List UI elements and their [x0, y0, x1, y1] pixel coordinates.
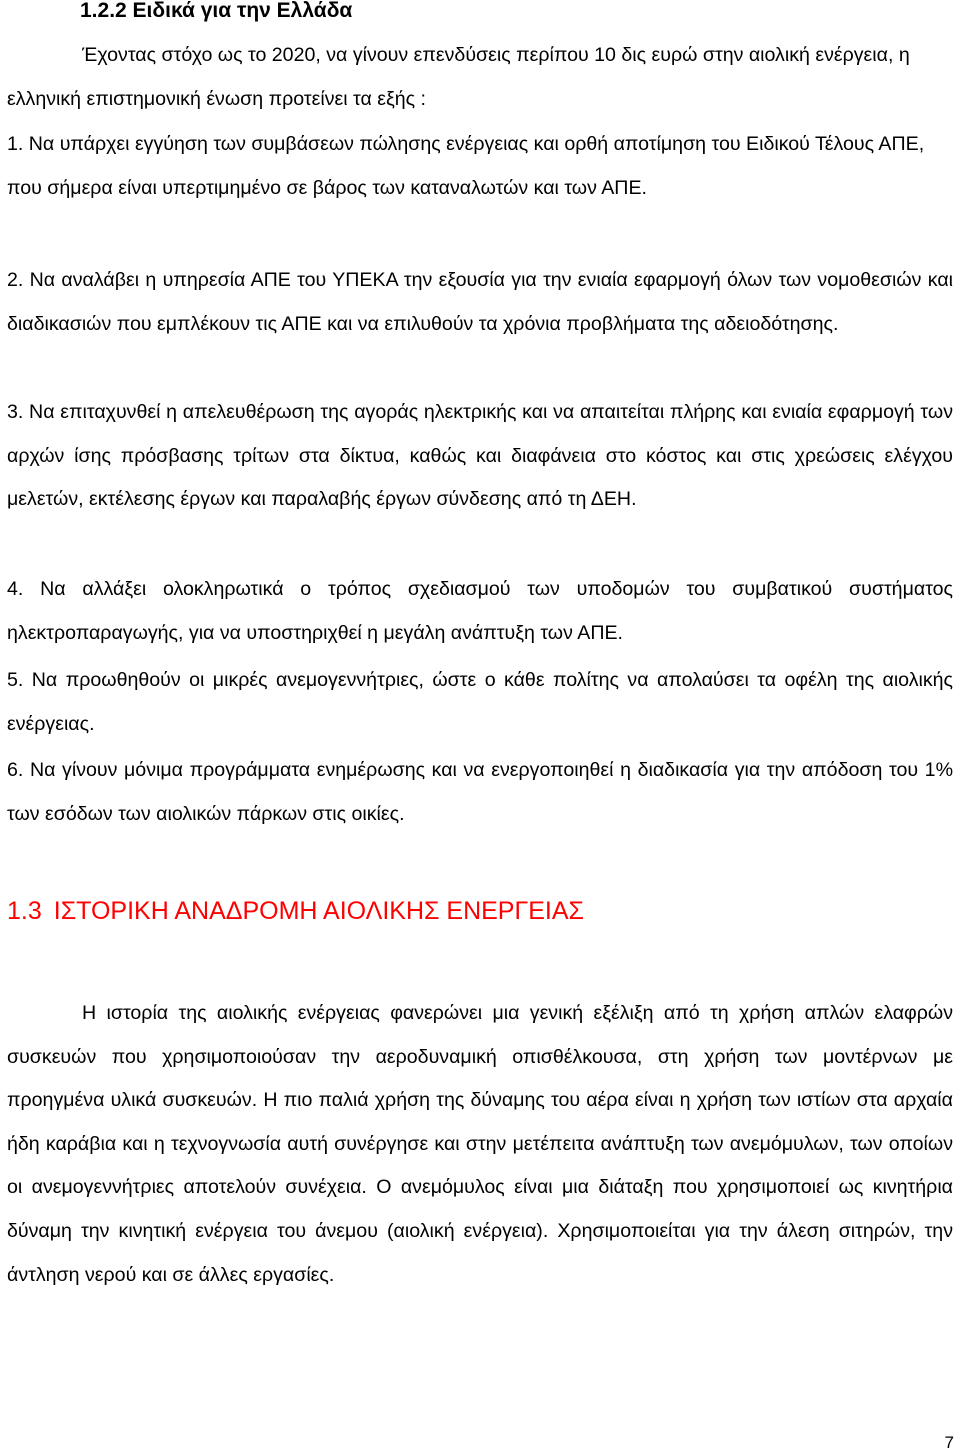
list-item-4: 4. Να αλλάξει ολοκληρωτικά ο τρόπος σχεδιασμού των υποδομών του συμβατικού συστήματος ηλεκτροπαραγωγής, για να υποστηριχθεί η μεγάλη ανάπτυξη των ΑΠΕ.: [7, 578, 953, 644]
section-heading: 1.2.2 Ειδικά για την Ελλάδα: [80, 0, 353, 22]
list-item-3: 3. Να επιταχυνθεί η απελευθέρωση της αγοράς ηλεκτρικής και να απαιτείται πλήρης και ενιαία εφαρμογή των αρχών ίσης πρόσβασης τρίτων στα δίκτυα, καθώς και διαφάνεια στο κόστος και στις χρεώσεις ελέγχου μελετών, εκτέλεσης έργων και παραλαβής έργων σύνδεσης από τη ΔΕΗ.: [7, 401, 953, 511]
list-item-2: 2. Να αναλάβει η υπηρεσία ΑΠΕ του ΥΠΕΚΑ την εξουσία για την ενιαία εφαρμογή όλων των νομοθεσιών και διαδικασιών που εμπλέκουν τις ΑΠΕ και να επιλυθούν τα χρόνια προβλήματα της αδειοδότησης.: [7, 269, 953, 335]
page-number: 7: [944, 1433, 954, 1452]
history-paragraph: Η ιστορία της αιολικής ενέργειας φανερώνει μια γενική εξέλιξη από τη χρήση απλών ελαφρών συσκευών που χρησιμοποιούσαν την αεροδυναμική οπισθέλκουσα, στη χρήση των μοντέρνων με προηγμένα υλικά συσκευών. Η πιο παλιά χρήση της δύναμης του αέρα είναι η χρήση των ιστίων στα αρχαία ήδη καράβια και η τεχνογνωσία αυτή συνέργησε και στην μετέπειτα ανάπτυξη των ανεμόμυλων, των οποίων οι ανεμογεννήτριες αποτελούν συνέχεια. Ο ανεμόμυλος είναι μια διάταξη που χρησιμοποιεί ως κινητήρια δύναμη την κινητική ενέργεια του άνεμου (αιολική ενέργεια). Χρησιμοποιείται για την άλεση σιτηρών, την άντληση νερού και σε άλλες εργασίες.: [7, 1002, 953, 1286]
history-heading-number: 1.3: [7, 897, 42, 925]
list-item-1: 1. Να υπάρχει εγγύηση των συμβάσεων πώλησης ενέργειας και ορθή αποτίμηση του Ειδικού Τέλους ΑΠΕ, που σήμερα είναι υπερτιμημένο σε βάρος των καταναλωτών και των ΑΠΕ.: [7, 133, 925, 199]
list-item-6: 6. Να γίνουν μόνιμα προγράμματα ενημέρωσης και να ενεργοποιηθεί η διαδικασία για την απόδοση του 1% των εσόδων των αιολικών πάρκων στις οικίες.: [7, 759, 953, 825]
history-heading: [7, 893, 584, 929]
history-heading-title: ΙΣΤΟΡΙΚΗ ΑΝΑΔΡΟΜΗ ΑΙΟΛΙΚΗΣ ΕΝΕΡΓΕΙΑΣ: [53, 897, 585, 925]
list-item-5: 5. Να προωθηθούν οι μικρές ανεμογεννήτριες, ώστε ο κάθε πολίτης να απολαύσει τα οφέλη της αιολικής ενέργειας.: [7, 669, 953, 735]
intro-paragraph: Έχοντας στόχο ως το 2020, να γίνουν επενδύσεις περίπου 10 δις ευρώ στην αιολική ενέργεια, η ελληνική επιστημονική ένωση προτείνει τα εξής :: [7, 44, 910, 110]
